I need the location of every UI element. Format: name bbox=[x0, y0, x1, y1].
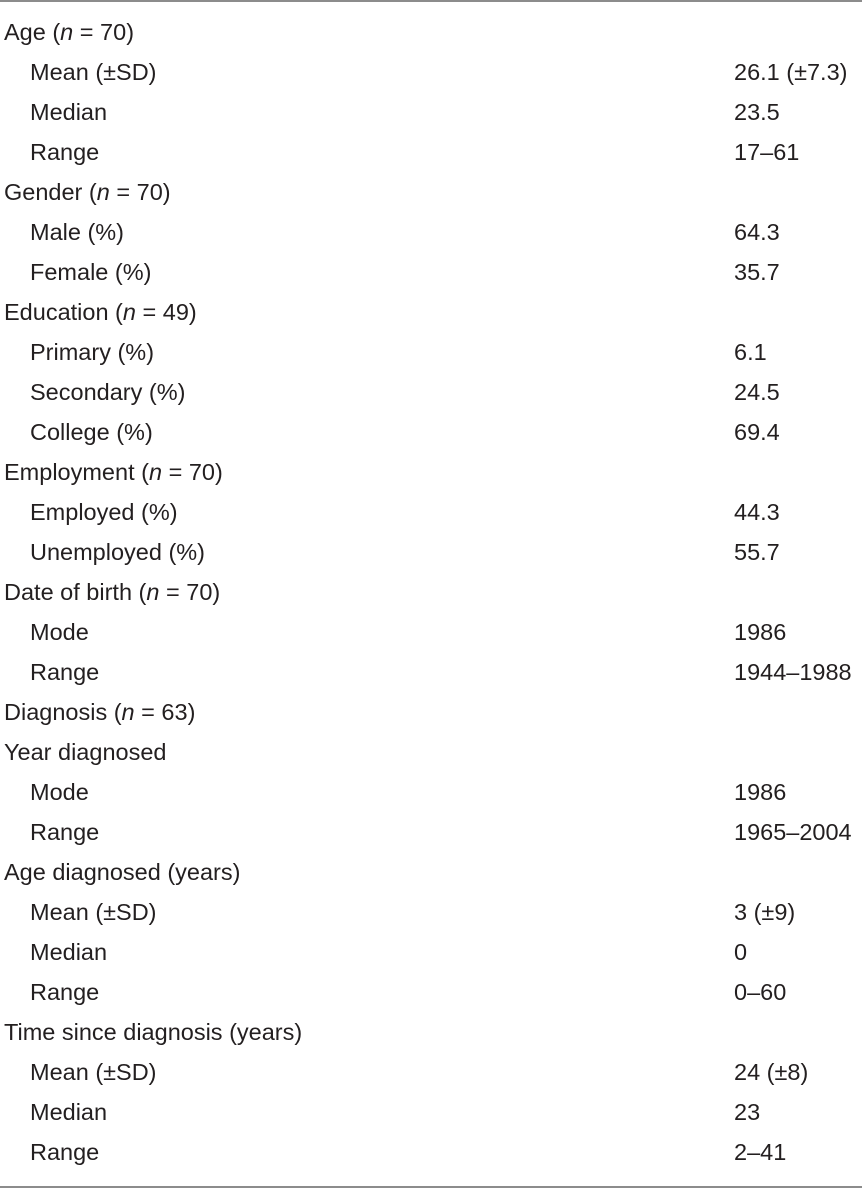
sample-size-value: 70 bbox=[186, 579, 213, 605]
table-section-row bbox=[0, 12, 862, 52]
section-label: Date of birth (n = 70) bbox=[4, 579, 221, 605]
row-value: 44.3 bbox=[734, 499, 780, 525]
table-section-row bbox=[0, 1012, 862, 1052]
row-label: College (%) bbox=[30, 419, 153, 445]
row-label: Mean (±SD) bbox=[30, 59, 157, 85]
row-value: 24.5 bbox=[734, 379, 780, 405]
table-row bbox=[0, 92, 862, 132]
row-value: 1944–1988 bbox=[734, 659, 852, 685]
section-label-text: Education ( bbox=[4, 299, 123, 325]
section-label-text: Diagnosis ( bbox=[4, 699, 122, 725]
section-label-text: Age ( bbox=[4, 19, 61, 45]
table-row bbox=[0, 372, 862, 412]
sample-size-symbol: n bbox=[148, 459, 163, 485]
table-row bbox=[0, 212, 862, 252]
table-row bbox=[0, 892, 862, 932]
sample-size-symbol: n bbox=[146, 579, 160, 605]
row-label: Mode bbox=[30, 779, 89, 805]
row-label: Secondary (%) bbox=[30, 379, 186, 405]
row-value: 69.4 bbox=[734, 419, 780, 445]
table-row bbox=[0, 932, 862, 972]
row-label: Primary (%) bbox=[30, 339, 155, 365]
section-label: Age (n = 70) bbox=[4, 19, 135, 45]
row-label: Male (%) bbox=[30, 219, 125, 245]
row-value: 26.1 (±7.3) bbox=[734, 59, 848, 85]
table-section-row bbox=[0, 692, 862, 732]
sample-size-symbol: n bbox=[122, 299, 136, 325]
row-label: Median bbox=[30, 939, 108, 965]
row-value: 1965–2004 bbox=[734, 819, 852, 845]
table-row bbox=[0, 332, 862, 372]
sample-size-symbol: n bbox=[96, 179, 110, 205]
table-row bbox=[0, 532, 862, 572]
row-value: 55.7 bbox=[734, 539, 780, 565]
table-section-row bbox=[0, 292, 862, 332]
section-label-text: Gender ( bbox=[4, 179, 97, 205]
table-row bbox=[0, 132, 862, 172]
row-label: Employed (%) bbox=[30, 499, 178, 525]
section-label: Time since diagnosis (years) bbox=[4, 1019, 303, 1045]
row-value: 1986 bbox=[734, 619, 787, 645]
row-label: Female (%) bbox=[30, 259, 152, 285]
table-row bbox=[0, 1052, 862, 1092]
row-label: Median bbox=[30, 99, 108, 125]
row-value: 35.7 bbox=[734, 259, 780, 285]
sample-size-value: 70 bbox=[100, 19, 127, 45]
row-label: Median bbox=[30, 1099, 108, 1125]
section-label: Education (n = 49) bbox=[4, 299, 197, 325]
row-value: 6.1 bbox=[734, 339, 767, 365]
demographics-table bbox=[0, 12, 862, 1172]
row-value: 1986 bbox=[734, 779, 787, 805]
row-label: Mean (±SD) bbox=[30, 899, 157, 925]
section-label-text: Date of birth ( bbox=[4, 579, 147, 605]
section-label: Employment (n = 70) bbox=[4, 459, 223, 485]
section-label: Age diagnosed (years) bbox=[4, 859, 241, 885]
section-label: Year diagnosed bbox=[4, 739, 167, 765]
row-label: Range bbox=[30, 819, 100, 845]
row-label: Range bbox=[30, 1139, 100, 1165]
row-value: 23.5 bbox=[734, 99, 780, 125]
row-value: 17–61 bbox=[734, 139, 800, 165]
row-value: 64.3 bbox=[734, 219, 780, 245]
table-row bbox=[0, 52, 862, 92]
row-value: 24 (±8) bbox=[734, 1059, 809, 1085]
table-section-row bbox=[0, 572, 862, 612]
sample-size-value: 63 bbox=[161, 699, 188, 725]
table-section-row bbox=[0, 852, 862, 892]
row-label: Range bbox=[30, 659, 100, 685]
row-value: 23 bbox=[734, 1099, 761, 1125]
table-row bbox=[0, 772, 862, 812]
table-section-row bbox=[0, 452, 862, 492]
table-section-row bbox=[0, 172, 862, 212]
sample-size-symbol: n bbox=[60, 19, 74, 45]
table-row bbox=[0, 492, 862, 532]
row-label: Unemployed (%) bbox=[30, 539, 206, 565]
table-row bbox=[0, 972, 862, 1012]
row-value: 3 (±9) bbox=[734, 899, 796, 925]
table-row bbox=[0, 1132, 862, 1172]
table-section-row bbox=[0, 732, 862, 772]
table-row bbox=[0, 812, 862, 852]
row-value: 0 bbox=[734, 939, 748, 965]
table-row bbox=[0, 412, 862, 452]
row-value: 2–41 bbox=[734, 1139, 787, 1165]
section-label-text: Employment ( bbox=[4, 459, 149, 485]
row-label: Range bbox=[30, 139, 100, 165]
row-value: 0–60 bbox=[734, 979, 787, 1005]
section-label: Diagnosis (n = 63) bbox=[4, 699, 196, 725]
row-label: Mean (±SD) bbox=[30, 1059, 157, 1085]
row-label: Range bbox=[30, 979, 100, 1005]
sample-size-symbol: n bbox=[121, 699, 135, 725]
section-label: Gender (n = 70) bbox=[4, 179, 171, 205]
table-row bbox=[0, 652, 862, 692]
table-top-rule bbox=[0, 0, 862, 2]
table-row bbox=[0, 252, 862, 292]
table-row bbox=[0, 612, 862, 652]
sample-size-value: 70 bbox=[188, 459, 215, 485]
table-row bbox=[0, 1092, 862, 1132]
sample-size-value: 70 bbox=[136, 179, 163, 205]
row-label: Mode bbox=[30, 619, 89, 645]
sample-size-value: 49 bbox=[162, 299, 189, 325]
